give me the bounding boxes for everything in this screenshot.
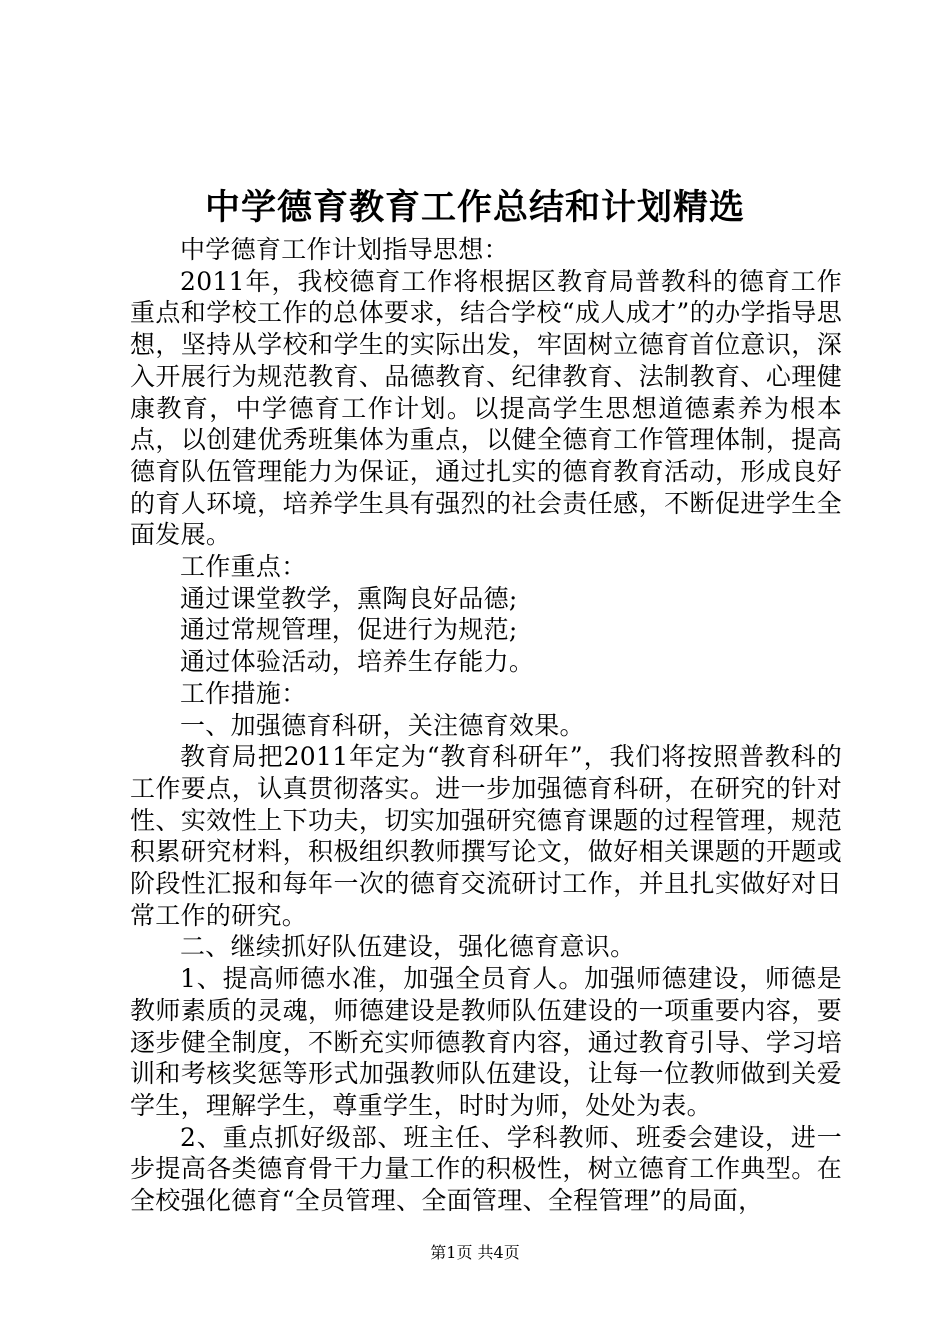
paragraph-guiding-thought: 2011年，我校德育工作将根据区教育局普教科的德育工作重点和学校工作的总体要求，结合学校“成人成才”的办学指导思想，坚持从学校和学生的实际出发，牢固树立德育首位意识，深入开展行为规范教育、品德教育、纪律教育、法制教育、心理健康教育，中学德育工作计划。以提高学生思想道德素养为根本点，以创建优秀班集体为重点，以健全德育工作管理体制，提高德育队伍管理能力为保证，通过扎实的德育教育活动，形成良好的育人环境，培养学生具有强烈的社会责任感，不断促进学生全面发展。 (130, 266, 842, 550)
paragraph-measure-2-item-2: 2、重点抓好级部、班主任、学科教师、班委会建设，进一步提高各类德育骨干力量工作的积极性，树立德育工作典型。在全校强化德育“全员管理、全面管理、全程管理”的局面， (130, 1122, 842, 1216)
paragraph-focus-item-3: 通过体验活动，培养生存能力。 (180, 647, 535, 677)
paragraph-focus-item-1: 通过课堂教学，熏陶良好品德; (180, 583, 518, 613)
paragraph-measure-2-item-1: 1、提高师德水准，加强全员育人。加强师德建设，师德是教师素质的灵魂，师德建设是教师队伍建设的一项重要内容，要逐步健全制度，不断充实师德教育内容，通过教育引导、学习培训和考核奖惩等形式加强教师队伍建设，让每一位教师做到关爱学生，理解学生，尊重学生，时时为师，处处为表。 (130, 964, 842, 1120)
paragraph-work-focus-heading: 工作重点： (180, 552, 307, 582)
paragraph-guiding-thought-heading: 中学德育工作计划指导思想： (180, 235, 509, 264)
page-footer: 第1页 共4页 (430, 1243, 520, 1262)
paragraph-measures-heading: 工作措施： (180, 678, 307, 708)
document-body (130, 234, 842, 1217)
paragraph-measure-2-heading: 二、继续抓好队伍建设，强化德育意识。 (180, 932, 636, 962)
document-title: 中学德育教育工作总结和计划精选 (204, 188, 745, 228)
paragraph-measure-1-heading: 一、加强德育科研，关注德育效果。 (180, 710, 585, 740)
paragraph-measure-1-body: 教育局把2011年定为“教育科研年”，我们将按照普教科的工作要点，认真贯彻落实。进一步加强德育科研，在研究的针对性、实效性上下功夫，切实加强研究德育课题的过程管理，规范积累研究材料，积极组织教师撰写论文，做好相关课题的开题或阶段性汇报和每年一次的德育交流研讨工作，并且扎实做好对日常工作的研究。 (130, 742, 842, 930)
paragraph-focus-item-2: 通过常规管理，促进行为规范; (180, 615, 518, 645)
